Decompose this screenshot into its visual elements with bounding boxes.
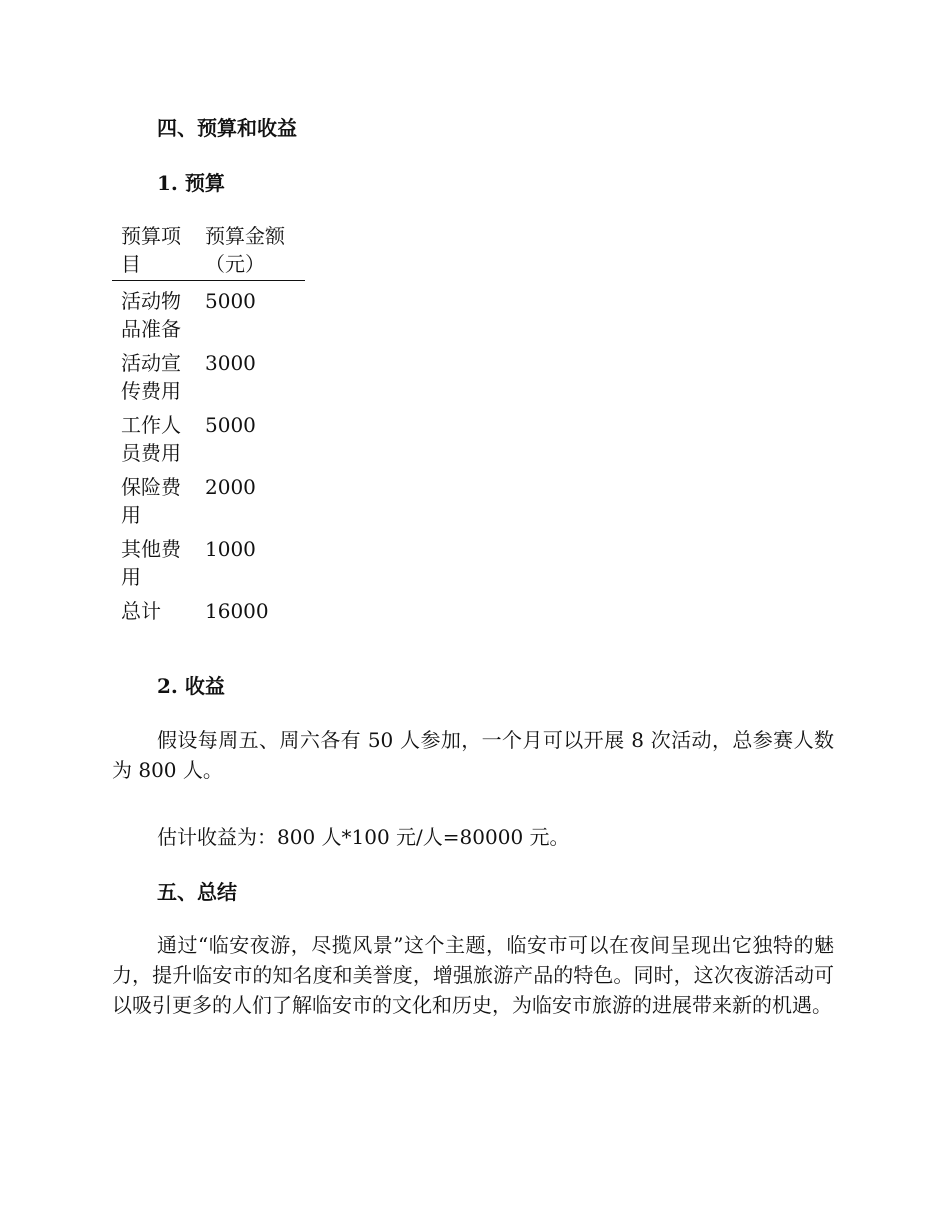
- table-cell-amount: 1000: [205, 537, 256, 561]
- table-cell-item: 其他费用: [121, 537, 181, 589]
- section-heading-summary: 五、总结: [157, 880, 237, 904]
- subheading-budget: 1. 预算: [157, 171, 225, 195]
- paragraph-summary: 通过“临安夜游，尽揽风景”这个主题，临安市可以在夜间呈现出它独特的魅力，提升临安市的知名度和美誉度，增强旅游产品的特色。同时，这次夜游活动可以吸引更多的人们了解临安市的文化和历史，为临安市旅游的进展带来新的机遇。: [112, 933, 834, 1017]
- table-row: [112, 281, 305, 343]
- table-cell-item: 保险费用: [121, 475, 181, 527]
- table-row: [112, 343, 305, 405]
- budget-table-header: [112, 222, 305, 281]
- header-budget-amount: 预算金额（元）: [205, 224, 285, 276]
- paragraph-income-participants: 假设每周五、周六各有 50 人参加，一个月可以开展 8 次活动，总参赛人数为 800 人。: [112, 728, 834, 782]
- table-cell-amount: 2000: [205, 475, 256, 499]
- table-cell-amount: 3000: [205, 351, 256, 375]
- subheading-income: 2. 收益: [157, 674, 225, 698]
- table-row: [112, 405, 305, 467]
- header-budget-item: 预算项目: [121, 224, 181, 276]
- table-cell-item: 活动宣传费用: [121, 351, 181, 403]
- table-cell-amount: 5000: [205, 289, 256, 313]
- table-cell-amount: 5000: [205, 413, 256, 437]
- section-heading-budget-income: 四、预算和收益: [157, 116, 297, 140]
- table-row: [112, 529, 305, 591]
- table-row-total: [112, 591, 305, 625]
- budget-table: [112, 222, 305, 625]
- table-cell-item: 活动物品准备: [121, 289, 181, 341]
- table-row: [112, 467, 305, 529]
- table-cell-amount: 16000: [205, 599, 269, 623]
- table-cell-item: 工作人员费用: [121, 413, 181, 465]
- table-cell-item: 总计: [121, 599, 161, 623]
- paragraph-income-estimate: 估计收益为：800 人*100 元/人=80000 元。: [157, 825, 570, 849]
